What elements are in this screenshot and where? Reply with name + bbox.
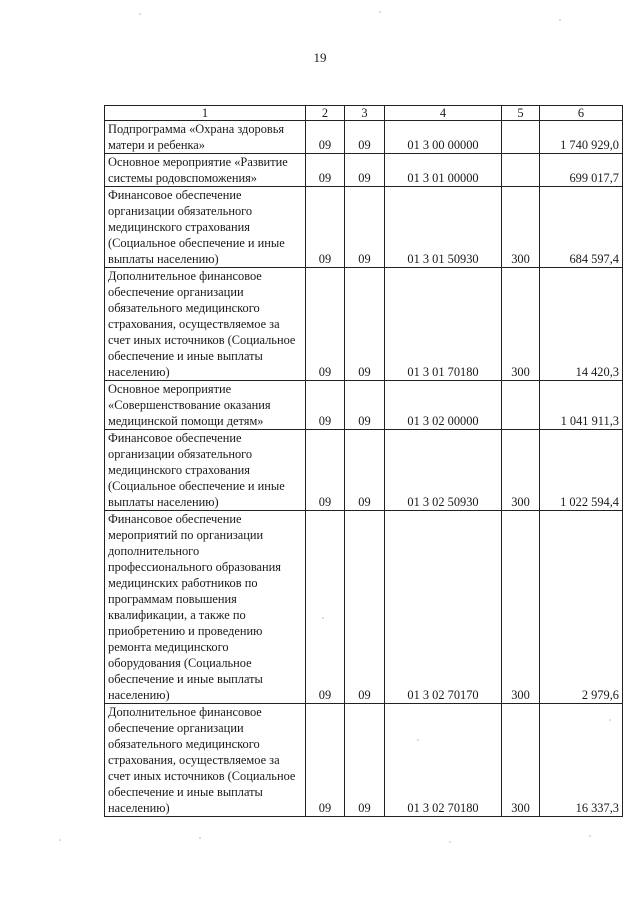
row-amount: 1 740 929,0 [540,121,623,154]
header-col-3: 3 [345,106,385,121]
header-col-6: 6 [540,106,623,121]
row-name: Дополнительное финансовое обеспечение организации обязательного медицинского страхования, осуществляемое за счет иных источников (Социальное обеспечение и иные выплаты населению) [105,268,306,381]
row-target-code: 01 3 02 00000 [385,381,502,430]
row-expense-type: 300 [502,430,540,511]
row-subsection: 09 [345,430,385,511]
row-target-code: 01 3 02 70180 [385,704,502,817]
row-section: 09 [306,430,345,511]
row-section: 09 [306,511,345,704]
table-row [105,381,623,430]
table-row [105,121,623,154]
row-target-code: 01 3 01 00000 [385,154,502,187]
table-row [105,511,623,704]
table-row [105,268,623,381]
row-target-code: 01 3 02 70170 [385,511,502,704]
row-subsection: 09 [345,121,385,154]
row-section: 09 [306,154,345,187]
header-row [105,106,623,121]
row-subsection: 09 [345,154,385,187]
row-subsection: 09 [345,268,385,381]
row-expense-type [502,121,540,154]
row-target-code: 01 3 01 50930 [385,187,502,268]
header-col-4: 4 [385,106,502,121]
row-name: Основное мероприятие «Совершенствование оказания медицинской помощи детям» [105,381,306,430]
table-row [105,430,623,511]
row-amount: 699 017,7 [540,154,623,187]
row-name: Финансовое обеспечение организации обязательного медицинского страхования (Социальное обеспечение и иные выплаты населению) [105,187,306,268]
row-name: Финансовое обеспечение организации обязательного медицинского страхования (Социальное обеспечение и иные выплаты населению) [105,430,306,511]
row-expense-type [502,154,540,187]
row-target-code: 01 3 01 70180 [385,268,502,381]
row-subsection: 09 [345,187,385,268]
row-section: 09 [306,381,345,430]
row-name: Дополнительное финансовое обеспечение организации обязательного медицинского страхования, осуществляемое за счет иных источников (Социальное обеспечение и иные выплаты населению) [105,704,306,817]
row-amount: 1 041 911,3 [540,381,623,430]
row-amount: 2 979,6 [540,511,623,704]
row-expense-type: 300 [502,511,540,704]
table-row [105,187,623,268]
budget-table [104,105,623,817]
table-body [105,121,623,817]
row-amount: 684 597,4 [540,187,623,268]
table-row [105,704,623,817]
header-col-2: 2 [306,106,345,121]
row-section: 09 [306,268,345,381]
row-expense-type: 300 [502,268,540,381]
row-section: 09 [306,121,345,154]
row-amount: 16 337,3 [540,704,623,817]
row-name: Подпрограмма «Охрана здоровья матери и ребенка» [105,121,306,154]
row-expense-type [502,381,540,430]
row-target-code: 01 3 02 50930 [385,430,502,511]
page-number: 19 [313,50,327,65]
header-col-1: 1 [105,106,306,121]
table-row [105,154,623,187]
row-subsection: 09 [345,511,385,704]
row-expense-type: 300 [502,187,540,268]
row-subsection: 09 [345,704,385,817]
row-amount: 1 022 594,4 [540,430,623,511]
row-amount: 14 420,3 [540,268,623,381]
row-target-code: 01 3 00 00000 [385,121,502,154]
row-expense-type: 300 [502,704,540,817]
table-header [105,106,623,121]
row-name: Финансовое обеспечение мероприятий по организации дополнительного профессионального образования медицинских работников по программам повышения квалификации, а также по приобретению и проведению ремонта медицинского оборудования (Социальное обеспечение и иные выплаты населению) [105,511,306,704]
row-section: 09 [306,187,345,268]
row-section: 09 [306,704,345,817]
header-col-5: 5 [502,106,540,121]
row-subsection: 09 [345,381,385,430]
row-name: Основное мероприятие «Развитие системы родовспоможения» [105,154,306,187]
